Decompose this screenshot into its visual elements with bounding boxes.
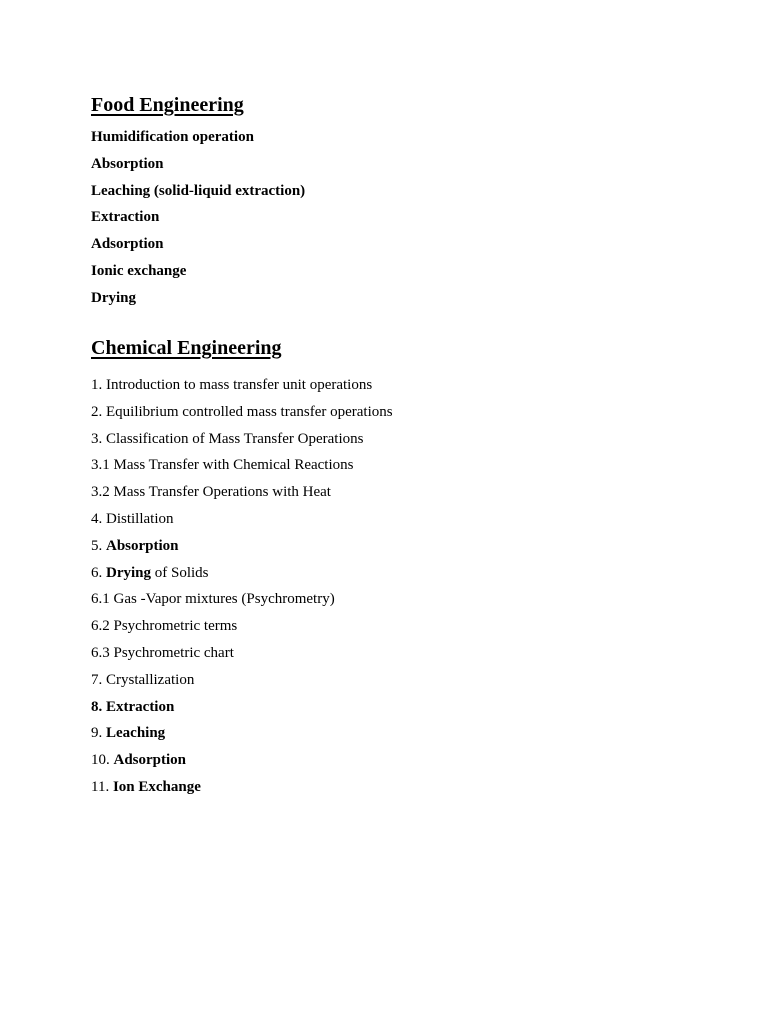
item-suffix-text: of Solids xyxy=(151,564,209,581)
item-text: 3.2 Mass Transfer Operations with Heat xyxy=(91,484,331,501)
list-item xyxy=(91,667,393,694)
list-item: Extraction xyxy=(91,209,160,226)
item-bold-text: Ion Exchange xyxy=(112,778,201,795)
item-text: 6. xyxy=(91,564,106,581)
list-item xyxy=(91,372,393,399)
item-text: 6.3 Psychrometric chart xyxy=(91,644,234,661)
list-item: Drying xyxy=(91,289,136,306)
item-bold-text: Adsorption xyxy=(113,752,187,769)
chemical-engineering-list xyxy=(91,372,393,801)
list-item xyxy=(91,426,393,453)
list-item: Humidification operation xyxy=(91,129,254,145)
list-item xyxy=(91,720,393,747)
chemical-engineering-heading: Chemical Engineering xyxy=(91,337,282,359)
item-text: 7. Crystallization xyxy=(91,671,195,688)
list-item: Ionic exchange xyxy=(91,262,187,279)
list-item xyxy=(91,452,393,479)
list-item xyxy=(91,774,393,801)
list-item xyxy=(91,399,393,426)
item-text: 5. xyxy=(91,537,106,554)
item-text: 1. Introduction to mass transfer unit operations xyxy=(91,377,373,393)
list-item xyxy=(91,694,393,721)
item-bold-text: Absorption xyxy=(106,537,179,554)
item-text: 6.1 Gas -Vapor mixtures (Psychrometry) xyxy=(91,591,335,608)
item-text: 6.2 Psychrometric terms xyxy=(91,618,238,635)
item-text: 4. Distillation xyxy=(91,510,174,527)
list-item xyxy=(91,479,393,506)
list-item xyxy=(91,586,393,613)
item-bold-text: Leaching xyxy=(106,725,166,742)
list-item xyxy=(91,533,393,560)
item-text: 11. xyxy=(91,778,113,795)
item-bold-text: Drying xyxy=(106,564,151,581)
list-item: Absorption xyxy=(91,155,164,172)
item-text: 10. xyxy=(91,752,114,769)
list-item xyxy=(91,640,393,667)
item-bold-text: 8. Extraction xyxy=(91,698,175,715)
list-item xyxy=(91,747,393,774)
list-item xyxy=(91,613,393,640)
item-text: 9. xyxy=(91,725,106,742)
list-item: Adsorption xyxy=(91,236,164,253)
item-text: 2. Equilibrium controlled mass transfer operations xyxy=(91,403,393,420)
food-engineering-heading: Food Engineering xyxy=(91,94,244,116)
item-text: 3. Classification of Mass Transfer Operations xyxy=(91,430,364,447)
food-engineering-list xyxy=(91,124,305,312)
list-item xyxy=(91,506,393,533)
list-item: Leaching (solid-liquid extraction) xyxy=(91,182,306,199)
list-item xyxy=(91,560,393,587)
item-text: 3.1 Mass Transfer with Chemical Reactions xyxy=(91,457,354,474)
